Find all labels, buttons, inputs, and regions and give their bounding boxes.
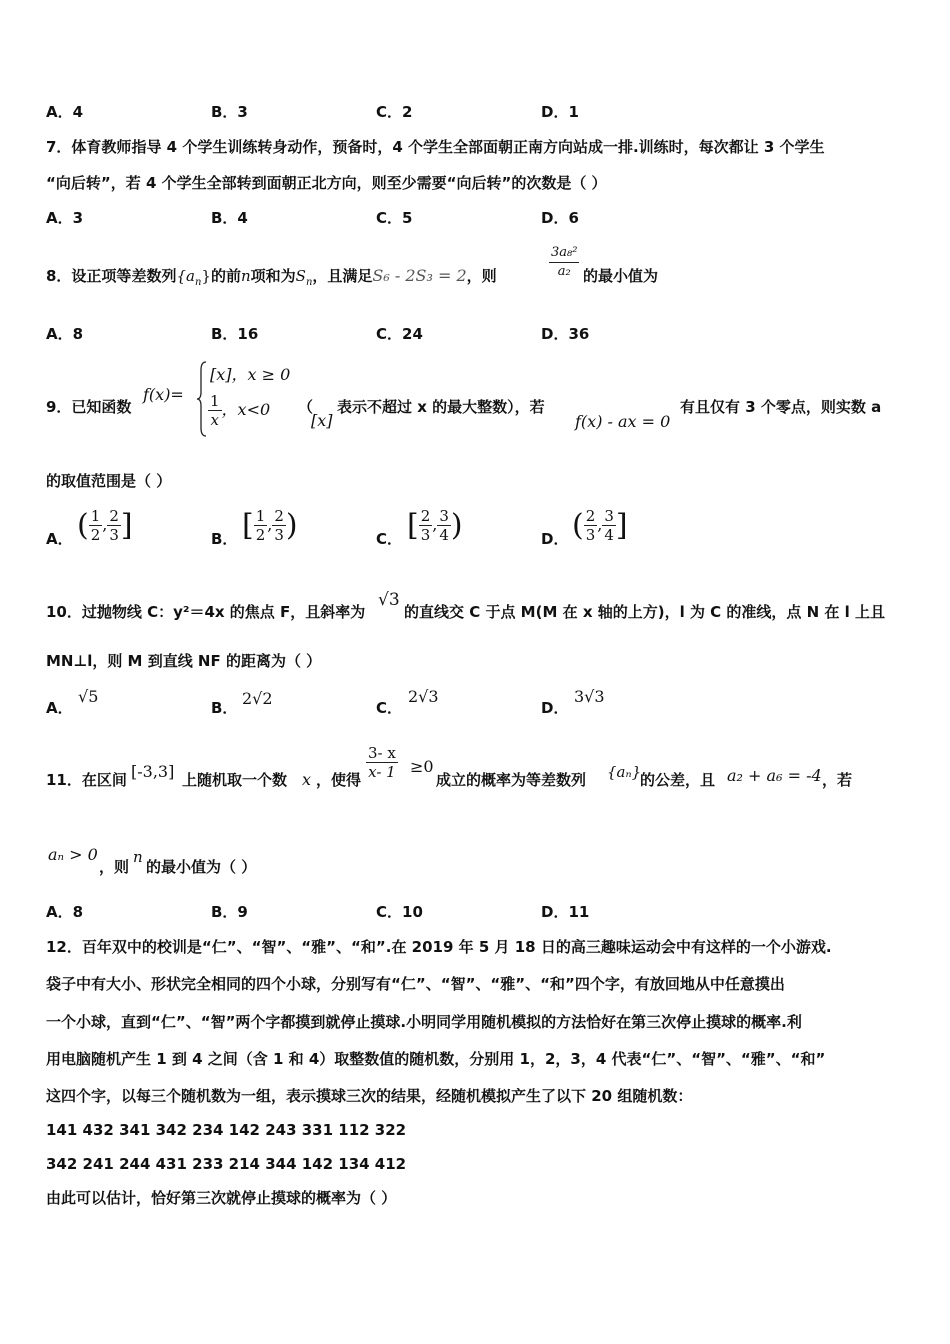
- q9-option-d-interval: ( $\frac{2}{3}$ , $\frac{3}{4}$ ]: [572, 507, 628, 544]
- q8-fraction: [549, 244, 579, 281]
- q7-option-a: A．3: [46, 209, 84, 227]
- q8-option-a: A．8: [46, 325, 84, 343]
- q11-condition: a₂ + a₆ = -4: [727, 766, 822, 785]
- q10-line-1b: 的直线交 C 于点 M(M 在 x 轴的上方)，l 为 C 的准线，点 N 在 l 上且: [404, 603, 885, 621]
- q7-line-1: 7．体育教师指导 4 个学生训练转身动作，预备时，4 个学生全部面朝正南方向站成一排.训练时，每次都让 3 个学生: [46, 138, 825, 156]
- q9-option-b: B．: [211, 530, 238, 548]
- q9-option-c-interval: [ $\frac{2}{3}$ , $\frac{3}{4}$ ): [407, 507, 463, 544]
- q11-fraction: [366, 744, 398, 781]
- q9-bracket-x: [x]: [311, 411, 333, 430]
- q11-option-d: D．11: [541, 903, 590, 921]
- q10-option-c-value: 2√3: [408, 687, 439, 706]
- q9-option-a-interval: ( $\frac{1}{2}$ , $\frac{2}{3}$ ]: [77, 507, 133, 544]
- q12-line-1: 12．百年双中的校训是“仁”、“智”、“雅”、“和”.在 2019 年 5 月 18 日的高三趣味运动会中有这样的一个小游戏.: [46, 938, 832, 956]
- q8-text-3: ，且满足: [312, 267, 373, 285]
- q8-prefix: 8．设正项等差数列: [46, 267, 177, 285]
- q9-case2-num: 1: [210, 392, 220, 410]
- q9-option-d: D．: [541, 530, 569, 548]
- q11-interval: [-3,3]: [131, 762, 175, 781]
- q10-option-b-value: 2√2: [242, 689, 273, 708]
- q12-random-row-2: 342 241 244 431 233 214 344 142 134 412: [46, 1155, 407, 1173]
- q8-n: n: [240, 267, 251, 285]
- q10-line-1a: 10．过抛物线 C：y²＝4x 的焦点 F，且斜率为: [46, 603, 366, 621]
- q9-case-1: [x]，x ≥ 0: [210, 365, 291, 384]
- q12-line-8: 由此可以估计，恰好第三次就停止摸球的概率为（ ）: [46, 1189, 397, 1207]
- q8-option-d: D．36: [541, 325, 590, 343]
- q9-case-2: [208, 392, 270, 429]
- q11-option-b: B．9: [211, 903, 248, 921]
- q10-line-2: MN⊥l，则 M 到直线 NF 的距离为（ ）: [46, 652, 322, 670]
- q8-suffix: 的最小值为: [583, 267, 659, 285]
- q10-option-a-value: √5: [78, 687, 99, 706]
- q6-option-c: C．2: [376, 103, 413, 121]
- q9-case2-den: x: [210, 411, 219, 429]
- q9-option-b-interval: [ $\frac{1}{2}$ , $\frac{2}{3}$ ): [242, 507, 298, 544]
- q11-frac-num: 3- x: [368, 744, 396, 762]
- q9-suffix: 有且仅有 3 个零点，则实数 a: [680, 398, 882, 416]
- q9-case2-cond: ，x<0: [221, 400, 271, 419]
- q9-prefix: 9．已知函数: [46, 398, 132, 416]
- q7-option-d: D．6: [541, 209, 579, 227]
- q10-option-c: C．: [376, 699, 403, 717]
- q9-option-a: A．: [46, 530, 73, 548]
- q11-suffix: ，若: [822, 771, 853, 789]
- q8-text-2: 项和为: [250, 267, 296, 285]
- q11-text-3: 成立的概率为等差数列: [436, 771, 587, 789]
- q11-line2-condition: aₙ > 0: [48, 845, 98, 864]
- q8-option-b: B．16: [211, 325, 259, 343]
- q7-line-2: “向后转”，若 4 个学生全部转到面朝正北方向，则至少需要“向后转”的次数是（ ）: [46, 174, 607, 192]
- q8-text-4: ，则: [466, 267, 497, 285]
- q6-option-d: D．1: [541, 103, 579, 121]
- q9-option-c: C．: [376, 530, 403, 548]
- q12-line-5: 这四个字，以每三个随机数为一组，表示摸球三次的结果，经随机模拟产生了以下 20 组随机数：: [46, 1087, 693, 1105]
- q11-frac-den: x- 1: [368, 763, 396, 781]
- q8-text-1: 的前: [210, 267, 241, 285]
- q6-option-b: B．3: [211, 103, 248, 121]
- q8-s-sub: n: [305, 277, 313, 288]
- q8-condition: S₆ - 2S₃ = 2: [372, 266, 467, 285]
- q11-geq: ≥0: [410, 757, 434, 776]
- q11-prefix: 11．在区间: [46, 771, 127, 789]
- q8-frac-num: 3a₈²: [549, 244, 579, 263]
- q9-brace: [196, 360, 208, 438]
- q8-stem: [46, 266, 497, 293]
- q12-line-3: 一个小球，直到“仁”、“智”两个字都摸到就停止摸球.小明同学用随机模拟的方法恰好在第三次停止摸球的概率.利: [46, 1013, 802, 1031]
- q11-line2-text: ，则: [99, 858, 130, 876]
- q9-fx: f(x)=: [143, 385, 184, 404]
- q10-option-d-value: 3√3: [574, 687, 605, 706]
- q10-option-a: A．: [46, 699, 73, 717]
- q10-option-b: B．: [211, 699, 238, 717]
- q9-equation: f(x) - ax = 0: [575, 412, 671, 431]
- q8-frac-den: a₂: [557, 264, 571, 279]
- q11-text-4: 的公差，且: [640, 771, 716, 789]
- q11-seq: {aₙ}: [607, 763, 642, 781]
- q10-option-d: D．: [541, 699, 569, 717]
- q7-option-c: C．5: [376, 209, 413, 227]
- q11-line2-n: n: [133, 848, 143, 866]
- q12-line-4: 用电脑随机产生 1 到 4 之间（含 1 和 4）取整数值的随机数，分别用 1，2，3，4 代表“仁”、“智”、“雅”、“和”: [46, 1050, 826, 1068]
- q11-x: x: [302, 770, 312, 789]
- q9-line-2: 的取值范围是（ ）: [46, 472, 172, 490]
- q6-option-a: A．4: [46, 103, 84, 121]
- q10-sqrt3: √3: [378, 590, 400, 610]
- q11-text-1: 上随机取一个数: [182, 771, 288, 789]
- q7-option-b: B．4: [211, 209, 248, 227]
- q11-option-c: C．10: [376, 903, 423, 921]
- q8-seq: $\{a_n\}$: [176, 267, 211, 288]
- q8-option-c: C．24: [376, 325, 423, 343]
- q12-line-2: 袋子中有大小、形状完全相同的四个小球，分别写有“仁”、“智”、“雅”、“和”四个字，有放回地从中任意摸出: [46, 975, 785, 993]
- q9-note: 表示不超过 x 的最大整数），若: [337, 398, 545, 416]
- q11-option-a: A．8: [46, 903, 84, 921]
- q12-random-row-1: 141 432 341 342 234 142 243 331 112 322: [46, 1121, 407, 1139]
- q9-note-open: （: [298, 398, 314, 416]
- q11-text-2: ，使得: [316, 771, 362, 789]
- q8-s: S: [295, 267, 306, 285]
- q11-line2-suffix: 的最小值为（ ）: [146, 858, 257, 876]
